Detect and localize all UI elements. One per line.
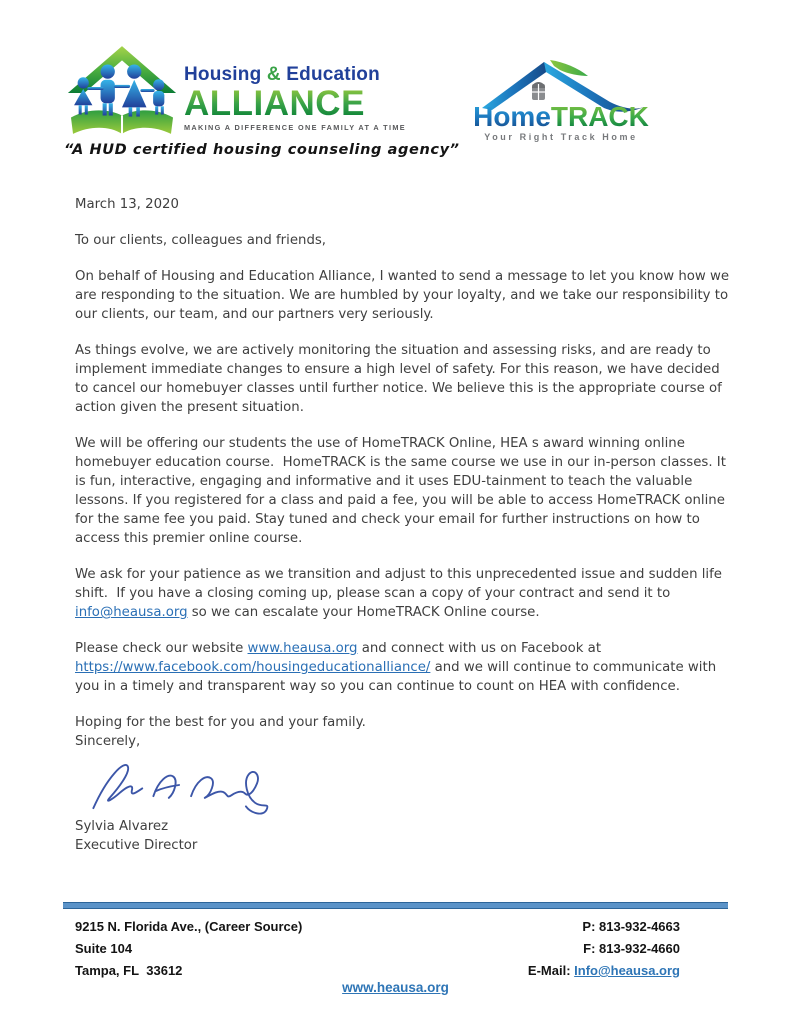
- paragraph-website-text: Please check our website: [75, 641, 248, 656]
- footer-phone-line: P: 813-932-4663: [582, 919, 680, 934]
- paragraph-patience: [75, 565, 730, 622]
- closing-line: Hoping for the best for you and your family.: [75, 715, 366, 730]
- signer-title: Executive Director: [75, 838, 198, 853]
- hea-ampersand: &: [266, 64, 281, 85]
- salutation: To our clients, colleagues and friends,: [75, 233, 327, 248]
- hometrack-wordmark: [468, 101, 654, 132]
- hea-housing-word: Housing: [184, 64, 267, 85]
- paragraph-monitoring: As things evolve, we are actively monitoring the situation and assessing risks, and are ready to implement immediate changes to ensure a high level of safety. For this reason, we have decided to cancel our homebuyer classes until further notice. We believe this is the appropriate course of action given the present situation.: [75, 343, 722, 415]
- hea-alliance-word: ALLIANCE: [184, 86, 406, 122]
- hea-logo-tagline: MAKING A DIFFERENCE ONE FAMILY AT A TIME: [184, 123, 406, 132]
- footer-divider: [63, 902, 728, 909]
- footer-email-label: E-Mail:: [527, 963, 575, 978]
- footer-address-block: [75, 916, 302, 982]
- footer-address-line1: 9215 N. Florida Ave., (Career Source): [75, 919, 303, 934]
- date-line: March 13, 2020: [75, 197, 179, 212]
- paragraph-website-text-post: and we will continue to communicate with you in a timely and transparent way so you can continue to count on HEA with confidence.: [75, 660, 717, 694]
- footer-email-link[interactable]: Info@heausa.org: [574, 963, 680, 978]
- signer-name: Sylvia Alvarez: [75, 819, 169, 834]
- footer-address-line2: Suite 104: [75, 941, 133, 956]
- hea-logo-text: [184, 40, 406, 144]
- paragraph-patience-text-post: so we can escalate your HomeTRACK Online course.: [187, 605, 540, 620]
- footer-website-link[interactable]: www.heausa.org: [342, 980, 449, 995]
- footer-fax-line: F: 813-932-4660: [583, 941, 680, 956]
- email-link[interactable]: info@heausa.org: [75, 605, 188, 620]
- paragraph-website-text-mid: and connect with us on Facebook at: [357, 641, 602, 656]
- facebook-link[interactable]: https://www.facebook.com/housingeducationalliance/: [75, 660, 431, 675]
- footer-website-line: [0, 980, 791, 995]
- paragraph-patience-text: We ask for your patience as we transition and adjust to this unprecedented issue and sudden life shift. If you have a closing coming up, please scan a copy of your contract and send it to: [75, 567, 722, 601]
- hometrack-logo: [468, 54, 654, 142]
- footer-address-line3: Tampa, FL 33612: [75, 963, 183, 978]
- paragraph-hometrack-online: We will be offering our students the use of HomeTRACK Online, HEA s award winning online homebuyer education course. HomeTRACK is the same course we use in our in-person classes. It is fun, interactive, engaging and informative and it uses EDU-tainment to teach the valuable lessons. If you registered for a class and paid a fee, you will be able to access HomeTRACK online for the same fee you paid. Stay tuned and check your email for further instructions on how to access this premier online course.: [75, 436, 726, 546]
- hea-house-family-book-icon: [64, 40, 180, 144]
- signature-image: [75, 755, 730, 815]
- hometrack-home-word: Home: [473, 101, 551, 132]
- hud-certification-quote: “A HUD certified housing counseling agency”: [64, 142, 460, 158]
- hea-education-word: Education: [280, 64, 380, 85]
- hometrack-track-word: TRACK: [550, 101, 649, 132]
- hea-logo: [64, 40, 406, 144]
- paragraph-response: On behalf of Housing and Education Alliance, I wanted to send a message to let you know how we are responding to the situation. We are humbled by your loyalty, and we take our responsibility to our clients, our team, and our partners very seriously.: [75, 269, 730, 322]
- sincerely-line: Sincerely,: [75, 734, 141, 749]
- footer-email-line: [528, 960, 680, 982]
- hea-logo-name-line: [184, 64, 406, 86]
- footer-contacts-block: [528, 916, 680, 982]
- paragraph-website: [75, 639, 730, 696]
- website-link[interactable]: www.heausa.org: [247, 641, 358, 656]
- letter-body: [75, 195, 730, 855]
- hometrack-tagline: Your Right Track Home: [484, 132, 638, 142]
